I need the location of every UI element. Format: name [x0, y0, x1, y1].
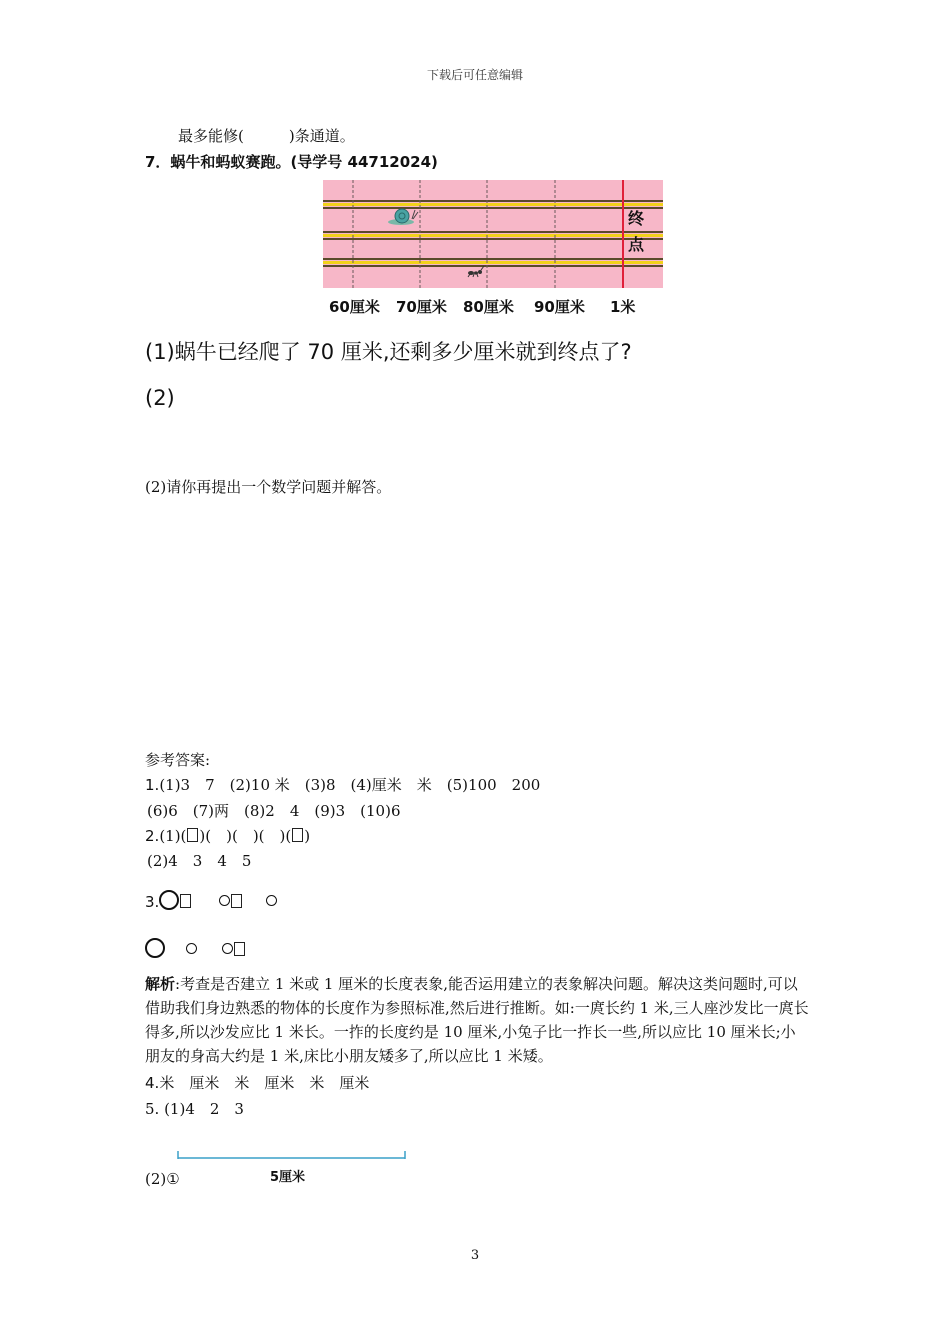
segment-label: 5厘米 [270, 1170, 306, 1185]
answer-4-number: 4. [145, 1074, 160, 1092]
tick-label-1m: 1米 [610, 298, 636, 316]
circle-big-icon [145, 938, 165, 958]
tick-label-60cm: 60厘米 [329, 298, 380, 316]
answer-3-row-1 [145, 890, 277, 911]
circle-big-icon [159, 890, 179, 910]
circle-small-icon [186, 943, 197, 954]
box-glyph [231, 894, 242, 908]
finish-label-bottom: 点 [628, 235, 645, 254]
answer-4 [145, 1072, 369, 1093]
answer-4-text: 米 厘米 米 厘米 米 厘米 [159, 1074, 370, 1092]
answer-3-number: 3. [145, 893, 160, 911]
page-number: 3 [470, 1248, 480, 1263]
answer-5-2-label: (2)① [145, 1170, 180, 1188]
question-7-1: (1)蜗牛已经爬了 70 厘米,还剩多少厘米就到终点了? [145, 340, 632, 364]
question-7-title: 7．蜗牛和蚂蚁赛跑。(导学号 44712024) [145, 153, 438, 171]
box-glyph [180, 894, 191, 908]
finish-label-top: 终 [628, 209, 645, 228]
circle-small-icon [219, 895, 230, 906]
answer-1-text: (1)3 7 (2)10 米 (3)8 (4)厘米 米 (5)100 200 [159, 776, 541, 794]
checkbox-glyph [292, 828, 303, 842]
answer-2-line-1: 2.(1)( )( )( )( )( ) [145, 827, 311, 845]
analysis-label: 解析 [145, 975, 176, 993]
circle-small-icon [222, 943, 233, 954]
answers-heading: 参考答案: [145, 751, 211, 769]
analysis-paragraph [145, 972, 810, 1068]
segment-5cm [176, 1148, 408, 1162]
question-7-2: (2)请你再提出一个数学问题并解答。 [145, 478, 392, 496]
answer-2-line-2: (2)4 3 4 5 [147, 852, 252, 870]
answer-2-number: 2. [145, 827, 160, 845]
race-track-figure [323, 180, 663, 288]
tick-label-70cm: 70厘米 [396, 298, 447, 316]
box-glyph [234, 942, 245, 956]
question-7-2-heading: (2) [145, 386, 175, 410]
circle-small-icon [266, 895, 277, 906]
tick-label-80cm: 80厘米 [463, 298, 514, 316]
analysis-text: :考查是否建立 1 米或 1 厘米的长度表象,能否运用建立的表象解决问题。解决这类问题时,可以借助我们身边熟悉的物体的长度作为参照标准,然后进行推断。如:一庹长约 1 米,三人座沙发比一庹长得多,所以沙发应比 1 米长。一拃的长度约是 10 厘米,小兔子比一拃长一些,所以应比 10 厘米长;小朋友的身高大约是 1 米,床比小朋友矮多了,所以应比 1 米矮。 [145, 975, 809, 1065]
carryover-line: 最多能修( )条通道。 [178, 127, 355, 145]
answer-1-number: 1. [145, 776, 160, 794]
tick-label-90cm: 90厘米 [534, 298, 585, 316]
race-track-svg [323, 180, 663, 288]
checkbox-glyph [187, 828, 198, 842]
answer-1-line-1 [145, 774, 540, 795]
page-header: 下载后可任意编辑 [426, 68, 523, 82]
answer-1-line-2: (6)6 (7)两 (8)2 4 (9)3 (10)6 [147, 802, 401, 820]
answer-5-line-1: 5. (1)4 2 3 [145, 1100, 244, 1118]
answer-3-row-2 [145, 938, 246, 959]
